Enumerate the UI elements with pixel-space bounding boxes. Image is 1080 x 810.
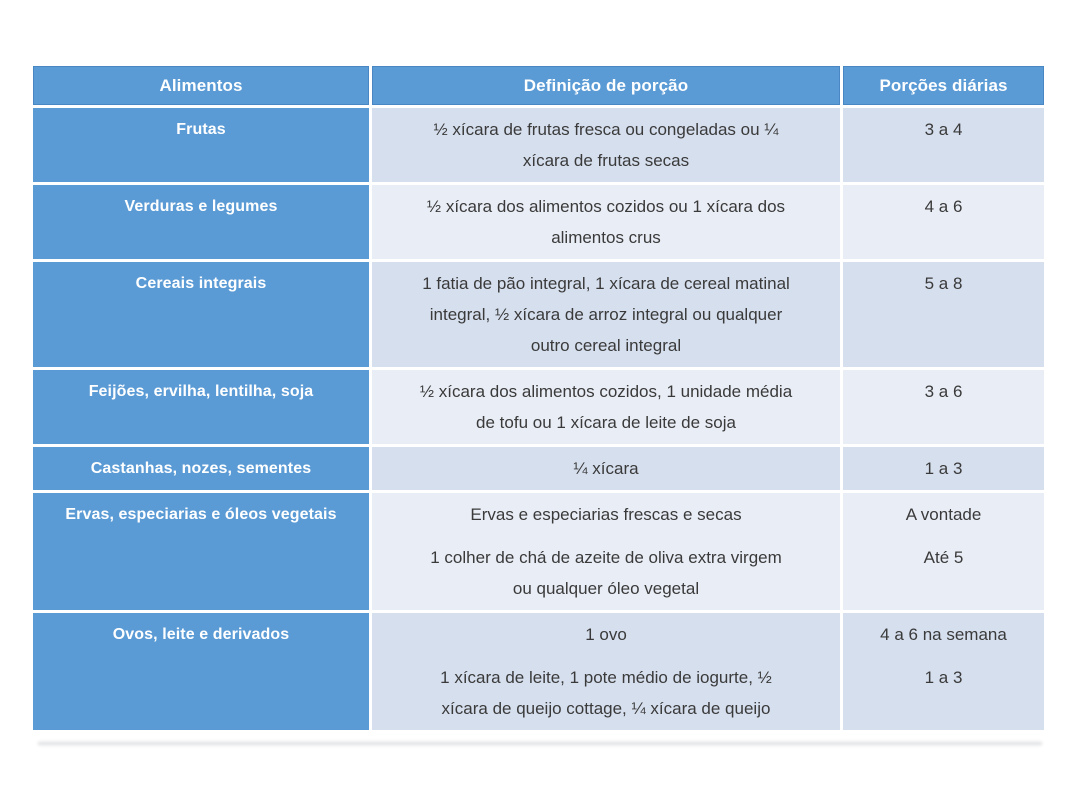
table-row-ovos-leite-derivados	[33, 613, 1044, 730]
header-row	[33, 66, 1044, 105]
daily-cell	[843, 493, 1044, 610]
food-cell: Frutas	[33, 108, 369, 182]
portion-line: 1 ovo	[585, 625, 627, 644]
portion-cell	[372, 262, 840, 367]
portion-paragraph	[382, 114, 830, 176]
daily-cell	[843, 108, 1044, 182]
portion-paragraph	[382, 376, 830, 438]
daily-line: 5 a 8	[924, 274, 963, 293]
portion-paragraph	[382, 662, 830, 724]
portion-line: ou qualquer óleo vegetal	[512, 579, 700, 598]
portion-line: ½ xícara dos alimentos cozidos, 1 unidade média	[419, 382, 793, 401]
food-cell: Feijões, ervilha, lentilha, soja	[33, 370, 369, 444]
column-header-definicao-de-porcao: Definição de porção	[372, 66, 840, 105]
daily-line: 3 a 4	[924, 120, 963, 139]
daily-line: Até 5	[923, 548, 964, 567]
daily-line: 4 a 6 na semana	[880, 625, 1007, 644]
portion-line: ¼ xícara	[573, 459, 639, 478]
portion-line: Ervas e especiarias frescas e secas	[470, 505, 742, 524]
food-portions-table	[30, 63, 1047, 733]
portion-cell	[372, 185, 840, 259]
portion-paragraph	[382, 499, 830, 530]
daily-paragraph	[853, 191, 1034, 222]
table-row-verduras-e-legumes	[33, 185, 1044, 259]
daily-paragraph	[853, 662, 1034, 693]
portion-cell	[372, 447, 840, 490]
daily-paragraph	[853, 499, 1034, 530]
table-row-feijoes-ervilha-lentilha-soja	[33, 370, 1044, 444]
daily-paragraph	[853, 376, 1034, 407]
table-row-ervas-especiarias-oleos	[33, 493, 1044, 610]
daily-cell	[843, 370, 1044, 444]
daily-paragraph	[853, 114, 1034, 145]
daily-line: 4 a 6	[924, 197, 963, 216]
portion-line: de tofu ou 1 xícara de leite de soja	[476, 413, 736, 432]
daily-line: 1 a 3	[924, 668, 963, 687]
food-cell: Ervas, especiarias e óleos vegetais	[33, 493, 369, 610]
portion-cell	[372, 613, 840, 730]
table-bottom-shadow	[38, 742, 1042, 745]
food-cell: Cereais integrais	[33, 262, 369, 367]
daily-paragraph	[853, 542, 1034, 573]
daily-line: A vontade	[905, 505, 982, 524]
portion-paragraph	[382, 542, 830, 604]
column-header-porcoes-diarias: Porções diárias	[843, 66, 1044, 105]
daily-line: 1 a 3	[924, 459, 963, 478]
portion-cell	[372, 370, 840, 444]
food-cell: Castanhas, nozes, sementes	[33, 447, 369, 490]
table-row-castanhas-nozes-sementes	[33, 447, 1044, 490]
daily-cell	[843, 447, 1044, 490]
daily-cell	[843, 613, 1044, 730]
daily-paragraph	[853, 268, 1034, 299]
portion-line: 1 xícara de leite, 1 pote médio de iogurte, ½	[440, 668, 772, 687]
portion-paragraph	[382, 619, 830, 650]
portion-line: alimentos crus	[551, 228, 661, 247]
column-header-alimentos: Alimentos	[33, 66, 369, 105]
daily-cell	[843, 262, 1044, 367]
portion-paragraph	[382, 268, 830, 361]
table-row-cereais-integrais	[33, 262, 1044, 367]
portion-line: integral, ½ xícara de arroz integral ou qualquer	[429, 305, 783, 324]
portion-line: outro cereal integral	[530, 336, 682, 355]
daily-paragraph	[853, 453, 1034, 484]
portion-line: 1 colher de chá de azeite de oliva extra virgem	[430, 548, 782, 567]
portion-line: xícara de queijo cottage, ¼ xícara de queijo	[441, 699, 771, 718]
portion-line: 1 fatia de pão integral, 1 xícara de cereal matinal	[422, 274, 790, 293]
daily-line: 3 a 6	[924, 382, 963, 401]
table-row-frutas	[33, 108, 1044, 182]
food-cell: Ovos, leite e derivados	[33, 613, 369, 730]
portion-cell	[372, 493, 840, 610]
portion-line: xícara de frutas secas	[522, 151, 690, 170]
food-cell: Verduras e legumes	[33, 185, 369, 259]
daily-cell	[843, 185, 1044, 259]
portion-cell	[372, 108, 840, 182]
portion-line: ½ xícara de frutas fresca ou congeladas ou ¼	[433, 120, 779, 139]
portion-line: ½ xícara dos alimentos cozidos ou 1 xícara dos	[426, 197, 786, 216]
portion-paragraph	[382, 453, 830, 484]
portion-paragraph	[382, 191, 830, 253]
daily-paragraph	[853, 619, 1034, 650]
